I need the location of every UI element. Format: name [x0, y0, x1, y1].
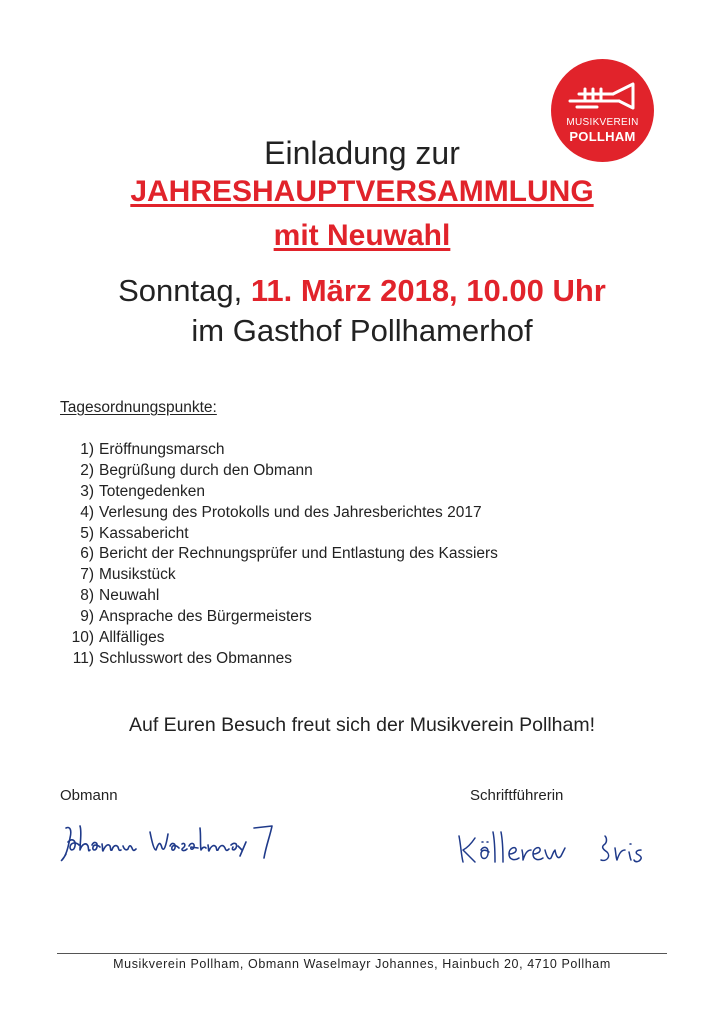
agenda-list	[60, 440, 660, 670]
footer-divider	[57, 953, 667, 954]
agenda-item-text: Verlesung des Protokolls und des Jahresberichtes 2017	[99, 503, 482, 521]
agenda-item	[60, 544, 660, 565]
agenda-item	[60, 565, 660, 586]
agenda-item-number: 9)	[80, 608, 94, 626]
agenda-item-text: Bericht der Rechnungsprüfer und Entlastung des Kassiers	[99, 545, 498, 563]
agenda-item-text: Kassabericht	[99, 524, 189, 542]
closing-sentence: Auf Euren Besuch freut sich der Musikverein Pollham!	[128, 714, 596, 736]
event-datetime: 11. März 2018, 10.00 Uhr	[250, 273, 606, 308]
agenda-item-text: Ansprache des Bürgermeisters	[99, 608, 312, 626]
agenda-item	[60, 482, 660, 503]
agenda-item-text: Begrüßung durch den Obmann	[99, 461, 313, 479]
secretary-label: Schriftführerin	[470, 787, 564, 804]
agenda-item	[60, 440, 660, 461]
agenda-item-number: 3)	[80, 482, 94, 500]
agenda-item-number: 4)	[80, 503, 94, 521]
agenda-item-text: Neuwahl	[99, 587, 160, 605]
agenda-item-number: 1)	[80, 441, 94, 458]
agenda-item	[60, 649, 660, 670]
event-location: im Gasthof Pollhamerhof	[191, 313, 533, 348]
agenda-item	[60, 524, 660, 545]
agenda-item	[60, 503, 660, 524]
agenda-item	[60, 607, 660, 628]
event-day: Sonntag,	[118, 273, 243, 308]
agenda-item	[60, 461, 660, 482]
agenda-item-number: 11)	[72, 649, 94, 667]
secretary-signature	[455, 824, 665, 870]
obmann-label: Obmann	[60, 787, 118, 804]
logo-text-line1: MUSIKVEREIN	[566, 117, 639, 128]
agenda-item	[60, 628, 660, 649]
agenda-item-number: 10)	[71, 629, 94, 647]
obmann-signature	[58, 818, 298, 868]
agenda-item-number: 6)	[80, 545, 94, 563]
logo-text-line2: POLLHAM	[569, 129, 636, 144]
agenda-item-number: 8)	[80, 587, 94, 605]
agenda-item-text: Schlusswort des Obmannes	[99, 649, 292, 667]
agenda-item-number: 2)	[80, 461, 94, 479]
agenda-item-number: 7)	[80, 566, 94, 584]
agenda-item-number: 5)	[80, 524, 94, 542]
meeting-title: JAHRESHAUPTVERSAMMLUNG	[130, 175, 594, 208]
agenda-item-text: Totengedenken	[99, 482, 206, 500]
agenda-item-text: Eröffnungsmarsch	[99, 441, 225, 458]
trumpet-icon	[567, 81, 639, 111]
event-date-line	[0, 271, 724, 311]
footer-address: Musikverein Pollham, Obmann Waselmayr Johannes, Hainbuch 20, 4710 Pollham	[113, 957, 611, 971]
meeting-subtitle: mit Neuwahl	[273, 219, 451, 252]
agenda-item	[60, 586, 660, 607]
invitation-heading: Einladung zur	[264, 135, 460, 171]
agenda-item-text: Musikstück	[99, 566, 176, 584]
agenda-item-text: Allfälliges	[99, 629, 165, 647]
agenda-heading: Tagesordnungspunkte:	[60, 399, 217, 416]
